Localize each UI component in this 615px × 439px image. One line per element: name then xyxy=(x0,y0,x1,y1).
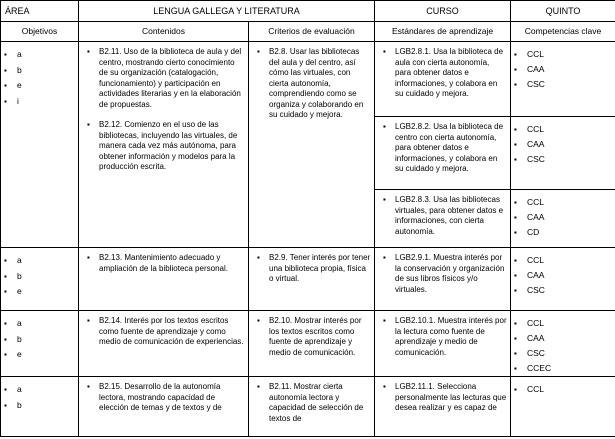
column-header-row xyxy=(1,22,615,42)
bullet: ▪ xyxy=(87,253,90,262)
standard-text: LGB2.10.1. Muestra interés por la lectura como fuente de aprendizaje y medio de comunicación. xyxy=(395,316,507,357)
competence-item: ▪ CAA xyxy=(511,137,615,152)
standard-text: LGB2.8.3. Usa las bibliotecas virtuales, para obtener datos e informaciones, con cierta autonomía. xyxy=(395,195,504,236)
standard-cell xyxy=(375,117,511,190)
criteria-cell xyxy=(249,311,375,377)
objective-item: ▪ b xyxy=(1,269,78,285)
criteria-text: B2.8. Usar las bibliotecas del aula y del centro, así cómo las virtuales, con cierta autonomía, comprendiendo como se organiza y colaborando en su cuidado y mejora. xyxy=(269,47,364,119)
header-row xyxy=(1,1,615,22)
competences-cell xyxy=(511,248,615,311)
competences-cell xyxy=(511,377,615,437)
competences-cell xyxy=(511,190,615,248)
bullet: ▪ xyxy=(257,253,260,262)
criteria-text: B2.10. Mostrar interés por los textos escritos como fuente de aprendizaje y medio de comunicación. xyxy=(269,316,362,357)
standard-text: LGB2.11.1. Selecciona personalmente las lecturas que desea realizar y es capaz de xyxy=(395,382,507,412)
criteria-cell xyxy=(249,377,375,437)
bullet: ▪ xyxy=(87,120,90,129)
year-label: QUINTO xyxy=(511,1,615,22)
bullet: ▪ xyxy=(87,316,90,325)
competence-item: ▪ CAA xyxy=(511,210,615,225)
standard-cell xyxy=(375,42,511,117)
contents-cell xyxy=(79,42,249,248)
objectives-cell xyxy=(1,248,79,311)
standard-cell xyxy=(375,311,511,377)
contents-cell xyxy=(79,377,249,437)
objective-item: ▪ b xyxy=(1,63,78,79)
competences-cell xyxy=(511,311,615,377)
competence-item: ▪ CSC xyxy=(511,283,615,298)
competences-cell xyxy=(511,42,615,117)
table-row xyxy=(1,377,615,437)
standard-cell xyxy=(375,377,511,437)
objectives-cell xyxy=(1,311,79,377)
competence-item: ▪ CAA xyxy=(511,62,615,77)
competence-item: ▪ CSC xyxy=(511,346,615,361)
objective-item: ▪ b xyxy=(1,332,78,348)
objective-item: ▪ e xyxy=(1,347,78,363)
bullet: ▪ xyxy=(383,47,386,56)
objective-item: ▪ e xyxy=(1,284,78,300)
objective-item: ▪ i xyxy=(1,94,78,110)
criteria-cell xyxy=(249,248,375,311)
bullet: ▪ xyxy=(383,316,386,325)
objective-item: ▪ a xyxy=(1,382,78,398)
competence-item: ▪ CCL xyxy=(511,47,615,62)
bullet: ▪ xyxy=(257,382,260,391)
objective-item: ▪ e xyxy=(1,78,78,94)
competence-item: ▪ CD xyxy=(511,225,615,240)
criteria-text: B2.9. Tener interés por tener una biblioteca propia, física o virtual. xyxy=(269,253,371,283)
criteria-cell xyxy=(249,42,375,248)
bullet: ▪ xyxy=(257,316,260,325)
standard-cell xyxy=(375,190,511,248)
bullet: ▪ xyxy=(257,47,260,56)
bullet: ▪ xyxy=(383,122,386,131)
bullet: ▪ xyxy=(383,195,386,204)
standard-text: LGB2.8.1. Usa la biblioteca de aula con cierta autonomía, para obtener datos e informaciones, y colabora en su cuidado y mejora. xyxy=(395,47,504,98)
bullet: ▪ xyxy=(383,253,386,262)
competence-item: ▪ CCL xyxy=(511,316,615,331)
table-row xyxy=(1,248,615,311)
standard-text: LGB2.8.2. Usa la biblioteca de centro con cierta autonomía, para obtener datos e informaciones, y colabora en su cuidado y mejora. xyxy=(395,122,504,173)
column-header-criteria: Criterios de evaluación xyxy=(249,22,375,42)
competence-item: ▪ CSC xyxy=(511,152,615,167)
objectives-cell xyxy=(1,42,79,248)
bullet: ▪ xyxy=(383,382,386,391)
objective-item: ▪ b xyxy=(1,398,78,414)
competence-item: ▪ CSC xyxy=(511,77,615,92)
objective-item: ▪ a xyxy=(1,47,78,63)
competence-item: ▪ CCL xyxy=(511,253,615,268)
column-header-competences: Competencias clave xyxy=(511,22,615,42)
contents-cell xyxy=(79,248,249,311)
criteria-text: B2.11. Mostrar cierta autonomía lectora y capacidad de selección de textos de xyxy=(269,382,364,423)
competences-cell xyxy=(511,117,615,190)
table-row xyxy=(1,42,615,117)
objective-item: ▪ a xyxy=(1,316,78,332)
competence-item: ▪ CCL xyxy=(511,122,615,137)
competence-item: ▪ CCL xyxy=(511,195,615,210)
objectives-cell xyxy=(1,377,79,437)
content-text: B2.11. Uso de la biblioteca de aula y del centro, mostrando cierto conocimiento de su organización (catalogación, funcionamiento) y participación en actividades literarias y en la elaboración de propuestas. xyxy=(99,47,242,109)
competence-item: ▪ CAA xyxy=(511,268,615,283)
column-header-objectives: Objetivos xyxy=(1,22,79,42)
course-label: CURSO xyxy=(375,1,511,22)
content-text: B2.12. Comienzo en el uso de las bibliotecas, incluyendo las virtuales, de manera cada vez más autónoma, para obtener información y modelos para la producción escrita. xyxy=(99,120,238,171)
standard-text: LGB2.9.1. Muestra interés por la conservación y organización de sus libros físicos y/o virtuales. xyxy=(395,253,505,294)
content-text: B2.15. Desarrollo de la autonomía lectora, mostrando capacidad de elección de temas y de textos y de xyxy=(99,382,222,412)
subject-title: LENGUA GALLEGA Y LITERATURA xyxy=(79,1,375,22)
area-label: ÁREA xyxy=(1,1,79,22)
objective-item: ▪ a xyxy=(1,253,78,269)
table-row xyxy=(1,311,615,377)
competence-item: ▪ CCEC xyxy=(511,361,615,376)
content-text: B2.14. Interés por los textos escritos como fuente de aprendizaje y como medio de comunicación de experiencias. xyxy=(99,316,244,346)
content-text: B2.13. Mantenimiento adecuado y ampliación de la biblioteca personal. xyxy=(99,253,228,273)
contents-cell xyxy=(79,311,249,377)
standard-cell xyxy=(375,248,511,311)
bullet: ▪ xyxy=(87,382,90,391)
column-header-standards: Estándares de aprendizaje xyxy=(375,22,511,42)
competence-item: ▪ CCL xyxy=(511,382,615,397)
column-header-contents: Contenidos xyxy=(79,22,249,42)
bullet: ▪ xyxy=(87,47,90,56)
competence-item: ▪ CAA xyxy=(511,331,615,346)
